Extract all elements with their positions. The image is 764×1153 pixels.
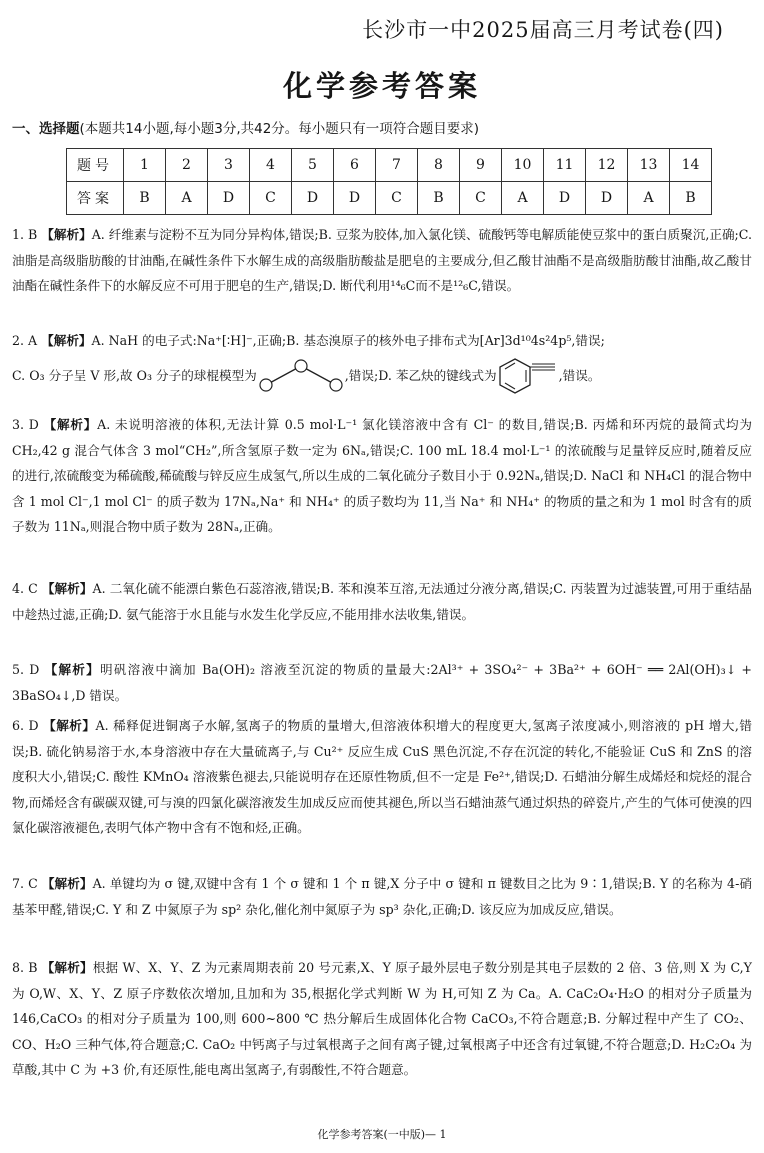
table-cell-answer: C [460, 182, 502, 215]
item-text: A. 未说明溶液的体积,无法计算 0.5 mol·L⁻¹ 氯化镁溶液中含有 Cl⁻ 的数目,错误;B. 丙烯和环丙烷的最简式均为 CH₂,42 g 混合气体含 3 mol“CH₂”,所含氢原子数一定为 6Nₐ,错误;C. 100 mL 18.4 mol·L⁻¹ 的浓硫酸与足量锌反应时,随着反应的进行,浓硫酸变为稀硫酸,稀硫酸与锌反应生成氢气,所以生成的二氧化硫分子数目小于 0.92Nₐ,错误;D. NaCl 和 NH₄Cl 的混合物中含 1 mol Cl⁻,1 mol Cl⁻ 的质子数为 17Nₐ,Na⁺ 和 NH₄⁺ 的质子数均为 11,当 Na⁺ 和 NH₄⁺ 的物质的量之和为 1 mol 时含有的质子数为 11Nₐ,则混合物中质子数为 28Nₐ,正确。 [12, 417, 753, 534]
table-cell-number: 10 [502, 149, 544, 182]
phenylacetylene-icon [497, 356, 559, 396]
table-cell-answer: D [586, 182, 628, 215]
item-number: 2. A [12, 333, 38, 348]
explanation-item-4 [12, 576, 752, 627]
explanation-item-7 [12, 871, 752, 922]
table-cell-number: 3 [208, 149, 250, 182]
item-number: 6. D [12, 718, 39, 733]
item-text: A. 二氧化硫不能漂白紫色石蕊溶液,错误;B. 苯和溴苯互溶,无法通过分液分离,错误;C. 丙装置为过滤装置,可用于重结晶中趁热过滤,正确;D. 氨气能溶于水且能与水发生化学反应,不能用排水法收集,错误。 [12, 581, 753, 622]
item-tag: 【解析】 [41, 227, 92, 242]
item-number: 8. B [12, 960, 38, 975]
table-cell-answer: B [418, 182, 460, 215]
item-text: 根据 W、X、Y、Z 为元素周期表前 20 号元素,X、Y 原子最外层电子数分别是其电子层数的 2 倍、3 倍,则 X 为 C,Y 为 O,W、X、Y、Z 原子序数依次增加,且加和为 35,根据化学式判断 W 为 H,可知 Z 为 Ca。A. CaC₂O₄·H₂O 的相对分子质量为 146,CaCO₃ 的相对分子质量为 100,则 600~800 ℃ 热分解后生成固体化合物 CaCO₃,不符合题意;B. 分解过程中产生了 CO₂、CO、H₂O 三种气体,符合题意;C. CaO₂ 中钙离子与过氧根离子之间有离子键,过氧根离子中还含有过氧键,不符合题意;D. H₂C₂O₄ 为草酸,其中 C 为 +3 价,有还原性,能电离出氢离子,有弱酸性,不符合题意。 [12, 960, 752, 1077]
exam-title: 长沙市一中2025届高三月考试卷(四) [362, 18, 724, 42]
table-cell-answer: A [166, 182, 208, 215]
doc-title: 化学参考答案 [282, 69, 481, 103]
item-text: A. 纤维素与淀粉不互为同分异构体,错误;B. 豆浆为胶体,加入氯化镁、硫酸钙等电解质能使豆浆中的蛋白质聚沉,正确;C. 油脂是高级脂肪酸的甘油酯,在碱性条件下水解生成的高级脂肪酸盐是肥皂的主要成分,但乙酸甘油酯不是高级脂肪酸甘油酯,故乙酸甘油酯在碱性条件下的水解反应不可用于肥皂的生产,错误;D. 断代利用¹⁴₆C而不是¹²₆C,错误。 [12, 227, 752, 293]
item-text: A. 稀释促进铜离子水解,氢离子的物质的量增大,但溶液体积增大的程度更大,氢离子浓度减小,则溶液的 pH 增大,错误;B. 硫化钠易溶于水,本身溶液中存在大量硫离子,与 Cu²⁺ 反应生成 CuS 黑色沉淀,不存在沉淀的转化,不能验证 CuS 和 ZnS 的溶度积大小,错误;C. 酸性 KMnO₄ 溶液紫色褪去,只能说明存在还原性物质,但不一定是 Fe²⁺,错误;D. 石蜡油分解生成烯烃和烷烃的混合物,而烯烃含有碳碳双键,可与溴的四氯化碳溶液发生加成反应而使其褪色,所以当石蜡油蒸气通过炽热的碎瓷片,产生的气体可使溴的四氯化碳溶液褪色,表明气体产物中含有不饱和烃,正确。 [12, 718, 752, 835]
table-cell-answer: B [124, 182, 166, 215]
item-tag: 【解析】 [43, 718, 96, 733]
item-tag: 【解析】 [43, 417, 98, 432]
item-tag: 【解析】 [41, 581, 93, 596]
section-label: 一、选择题 [12, 121, 80, 137]
section-note: (本题共14小题,每小题3分,共42分。每小题只有一项符合题目要求) [79, 121, 480, 137]
table-cell-answer: C [376, 182, 418, 215]
explanation-item-3 [12, 412, 752, 540]
item-text: A. NaH 的电子式:Na⁺[∶H]⁻,正确;B. 基态溴原子的核外电子排布式为[Ar]3d¹⁰4s²4p⁵,错误; [91, 333, 605, 348]
item-text: ,错误。 [558, 367, 601, 383]
item-text: ,错误;D. 苯乙炔的键线式为 [344, 367, 497, 383]
item-number: 4. C [12, 581, 38, 596]
item-text: A. 单键均为 σ 键,双键中含有 1 个 σ 键和 1 个 π 键,X 分子中 σ 键和 π 键数目之比为 9∶1,错误;B. Y 的名称为 4-硝基苯甲醛,错误;C. Y 和 Z 中氮原子为 sp² 杂化,催化剂中氮原子为 sp³ 杂化,正确;D. 该反应为加成反应,错误。 [12, 876, 752, 917]
item-number: 7. C [12, 876, 38, 891]
item-tag: 【解析】 [44, 662, 100, 677]
item-text: C. O₃ 分子呈 V 形,故 O₃ 分子的球棍模型为 [12, 367, 257, 383]
table-cell-number: 1 [124, 149, 166, 182]
table-cell-answer: A [502, 182, 544, 215]
table-cell-answer: B [670, 182, 712, 215]
table-cell-answer: D [334, 182, 376, 215]
answer-table [66, 148, 712, 215]
table-cell-number: 13 [628, 149, 670, 182]
ozone-ball-stick-icon [257, 358, 345, 394]
table-cell-answer: D [292, 182, 334, 215]
item-number: 1. B [12, 227, 38, 242]
table-cell-number: 8 [418, 149, 460, 182]
table-cell-number: 14 [670, 149, 712, 182]
page-footer: 化学参考答案(一中版)— 1 [317, 1128, 447, 1141]
table-cell-answer: C [250, 182, 292, 215]
explanation-item-8 [12, 955, 752, 1083]
table-cell-answer: D [544, 182, 586, 215]
item-tag: 【解析】 [41, 333, 92, 348]
table-cell-number: 4 [250, 149, 292, 182]
table-cell-number: 7 [376, 149, 418, 182]
row-label-answer: 答案 [67, 182, 124, 215]
item-tag: 【解析】 [41, 876, 93, 891]
item-text: 明矾溶液中滴加 Ba(OH)₂ 溶液至沉淀的物质的量最大:2Al³⁺ + 3SO₄²⁻ + 3Ba²⁺ + 6OH⁻ ══ 2Al(OH)₃↓ + 3BaSO₄↓,D 错误。 [12, 662, 752, 703]
explanation-item-2 [12, 328, 752, 398]
explanation-item-1 [12, 222, 752, 299]
table-cell-number: 5 [292, 149, 334, 182]
section-heading [12, 117, 479, 137]
answer-table-answer-row [67, 182, 712, 215]
table-cell-answer: D [208, 182, 250, 215]
table-cell-number: 11 [544, 149, 586, 182]
row-label-question: 题号 [67, 149, 124, 182]
item-tag: 【解析】 [41, 960, 93, 975]
item-number: 3. D [12, 417, 39, 432]
table-cell-number: 6 [334, 149, 376, 182]
table-cell-number: 2 [166, 149, 208, 182]
answer-table-number-row [67, 149, 712, 182]
explanation-item-6 [12, 713, 752, 841]
table-cell-number: 12 [586, 149, 628, 182]
table-cell-number: 9 [460, 149, 502, 182]
explanation-item-5 [12, 657, 752, 708]
table-cell-answer: A [628, 182, 670, 215]
item-number: 5. D [12, 662, 40, 677]
